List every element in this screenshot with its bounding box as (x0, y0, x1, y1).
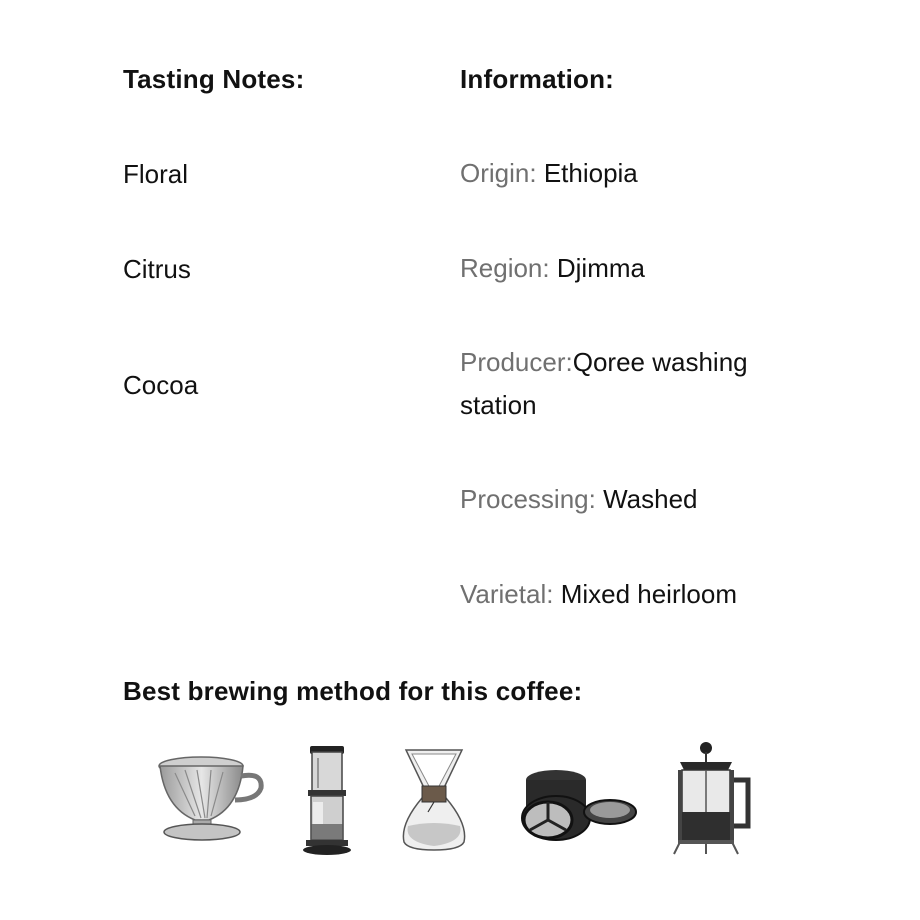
info-label: Producer: (460, 347, 573, 377)
french-press-icon (668, 740, 758, 856)
pour-over-dripper-icon (155, 748, 270, 848)
info-label: Varietal: (460, 579, 554, 609)
info-processing (460, 478, 790, 521)
tasting-note: Citrus (123, 254, 191, 284)
info-region (460, 247, 790, 290)
info-label: Processing: (460, 484, 596, 514)
aeropress-icon (300, 744, 356, 856)
info-producer (460, 341, 790, 427)
tasting-note: Floral (123, 159, 189, 189)
brewing-heading: Best brewing method for this coffee: (123, 676, 583, 706)
information-heading: Information: (460, 64, 615, 94)
tasting-note: Cocoa (123, 370, 199, 400)
info-label: Origin: (460, 158, 537, 188)
info-origin (460, 152, 790, 195)
info-value: Qoree washing station (460, 347, 748, 420)
info-value: Ethiopia (543, 158, 638, 188)
chemex-icon (398, 746, 470, 854)
info-varietal (460, 573, 790, 616)
tasting-notes-heading: Tasting Notes: (123, 64, 305, 94)
info-label: Region: (460, 253, 550, 283)
coffee-filter-basket-icon (508, 760, 638, 844)
info-value: Mixed heirloom (560, 579, 737, 609)
info-value: Djimma (556, 253, 645, 283)
info-value: Washed (603, 484, 698, 514)
